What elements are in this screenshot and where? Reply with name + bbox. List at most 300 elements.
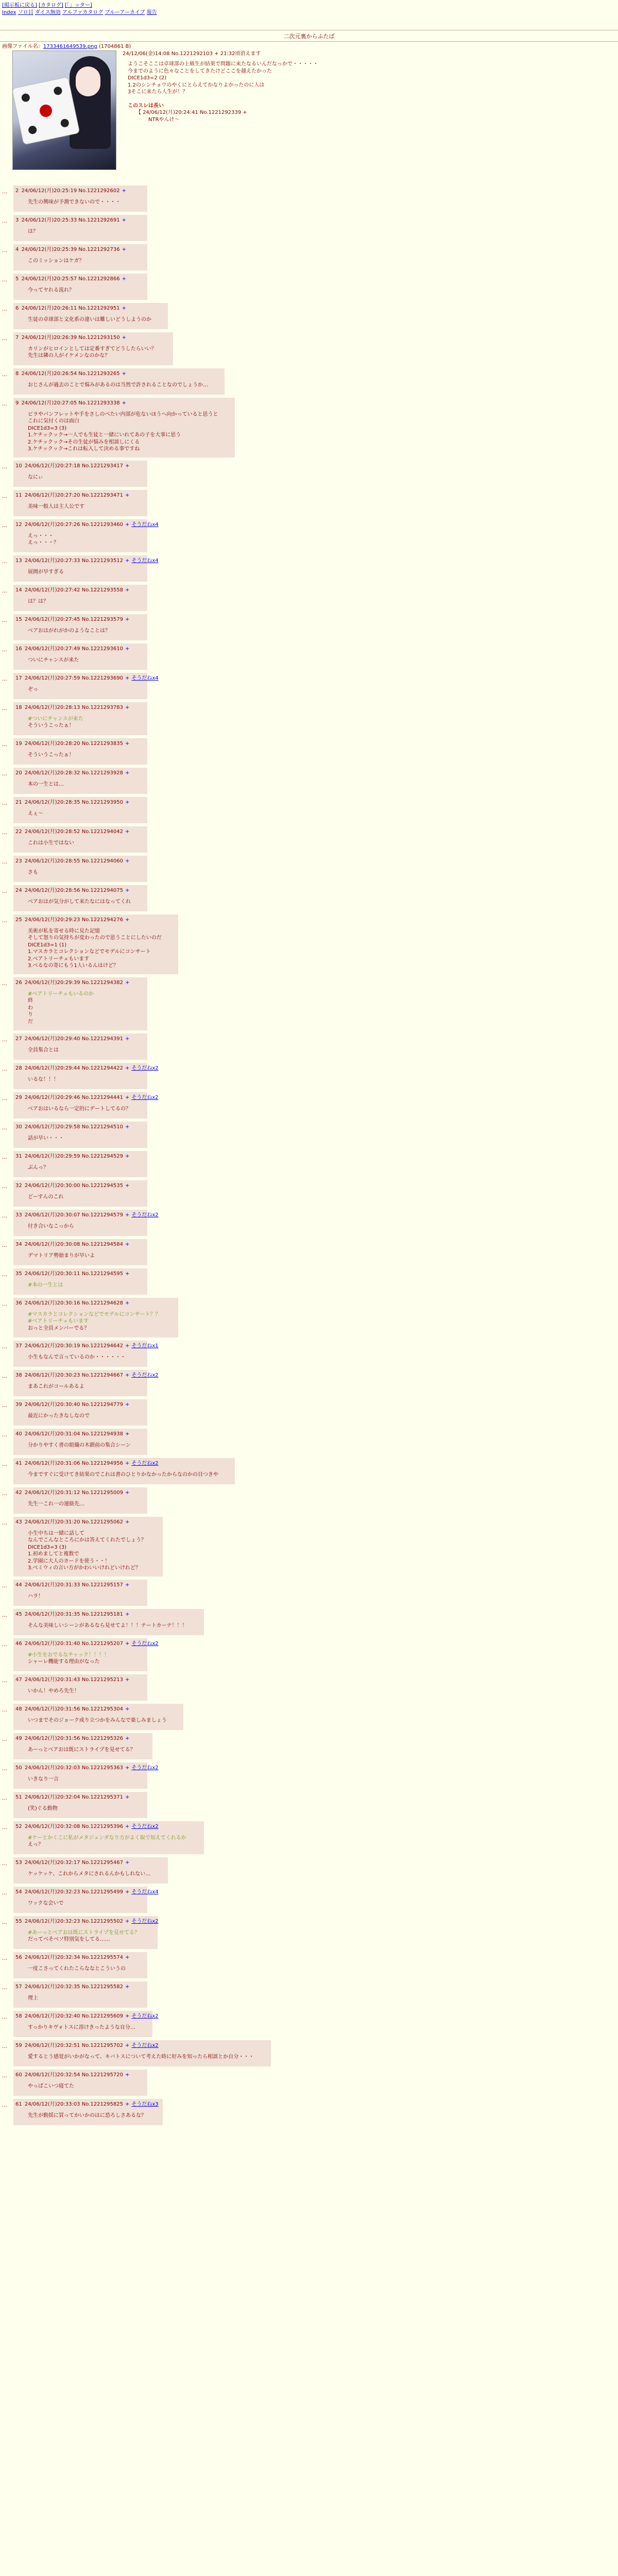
reply-number: 24 (15, 888, 22, 893)
reply-box (13, 977, 147, 1030)
reply-post-no[interactable]: No.1221293471 (81, 493, 123, 498)
op-line: NTRやんけ〜 (148, 116, 180, 123)
reply-plus-button[interactable]: + (125, 1431, 130, 1437)
reply-post-no[interactable]: No.1221295574 (81, 1955, 123, 1960)
reply-body (15, 1896, 143, 1907)
reply-plus-button[interactable]: + (125, 888, 130, 893)
reply-post (0, 1210, 618, 1239)
reply-plus-button[interactable]: + (125, 741, 130, 747)
reply-post-no[interactable]: No.1221295326 (81, 1736, 123, 1741)
reply-post-no[interactable]: No.1221295720 (81, 2072, 123, 2078)
reply-plus-button[interactable]: + (125, 1919, 130, 1924)
reply-post-no[interactable]: No.1221295582 (81, 1984, 123, 1990)
reply-date: 24/06/12(月)20:32:04 (24, 1794, 80, 1800)
reply-post (0, 555, 618, 585)
reply-post-no[interactable]: No.1221292691 (78, 217, 120, 223)
reply-plus-button[interactable]: + (122, 247, 127, 252)
reply-post-no[interactable]: No.1221295371 (81, 1794, 123, 1800)
reply-post-no[interactable]: No.1221293460 (81, 522, 123, 528)
reply-plus-button[interactable]: + (125, 1343, 130, 1349)
soudane-button[interactable]: そうだねx2 (131, 1065, 159, 1071)
reply-post-no[interactable]: No.1221294042 (81, 829, 123, 835)
reply-number: 26 (15, 980, 22, 986)
reply-number: 42 (15, 1490, 22, 1496)
reply-post (0, 1341, 618, 1370)
reply-dash: … (2, 1956, 7, 1961)
reply-post (0, 398, 618, 461)
reply-box (13, 1092, 159, 1118)
reply-quote-line: #小生をおでるなチャック！！！！ (28, 1652, 109, 1658)
soudane-button[interactable]: そうだねx2 (131, 1212, 159, 1218)
reply-plus-button[interactable]: + (125, 1372, 130, 1378)
reply-post-no[interactable]: No.1221294956 (81, 1461, 123, 1466)
soudane-button[interactable]: そうだねx2 (131, 1641, 159, 1647)
reply-header (15, 400, 231, 407)
reply-box (13, 1981, 147, 2008)
reply-line: 今ってヤれる流れ？ (28, 287, 74, 293)
reply-dash: … (2, 981, 7, 987)
reply-number: 46 (15, 1641, 22, 1647)
nav-link-dice-off[interactable]: ダイス無効 (35, 10, 61, 15)
reply-body (15, 1379, 143, 1391)
reply-line: 生徒の卓球部と文化系の違いは難しいどうしようのか (28, 316, 151, 323)
reply-line: 3.べミウィの言い方がかわいいけれどいけれど？ (28, 1565, 141, 1571)
reply-date: 24/06/12(月)20:27:59 (24, 675, 80, 681)
reply-post-no[interactable]: No.1221294075 (81, 888, 123, 893)
reply-plus-button[interactable]: + (125, 1461, 130, 1466)
reply-header (15, 463, 143, 470)
reply-plus-button[interactable]: + (122, 335, 127, 341)
soudane-button[interactable]: そうだねx1 (131, 1343, 159, 1349)
reply-post-no[interactable]: No.1221295009 (81, 1490, 123, 1496)
reply-post-no[interactable]: No.1221292951 (78, 306, 120, 311)
soudane-button[interactable]: そうだねx2 (131, 1824, 159, 1829)
reply-plus-button[interactable]: + (125, 522, 130, 528)
reply-post-no[interactable]: No.1221294938 (81, 1431, 123, 1437)
reply-body (15, 594, 143, 605)
reply-plus-button[interactable]: + (125, 1860, 130, 1866)
reply-dash: … (2, 307, 7, 312)
reply-post-no[interactable]: No.1221293265 (78, 371, 120, 377)
reply-plus-button[interactable]: + (125, 1736, 130, 1741)
reply-dash: … (2, 1374, 7, 1379)
reply-dash: … (2, 830, 7, 836)
op-line: 今までのように色々なことをしてきたけどここを越えたかった (128, 68, 272, 74)
soudane-button[interactable]: そうだねx2 (131, 2013, 159, 2019)
reply-box (13, 1733, 152, 1759)
reply-plus-button[interactable]: + (125, 1677, 130, 1683)
reply-header (15, 828, 143, 836)
reply-post (0, 332, 618, 368)
reply-line: 愛するとう感覚がいかがなって、キバトスについて考えた時に好みを知ったら相談とか自分・・・ (28, 2054, 254, 2060)
reply-date: 24/06/12(月)20:32:08 (24, 1824, 80, 1829)
reply-line: おっと全員メンバーでる？ (28, 1325, 90, 1331)
reply-date: 24/06/12(月)20:30:16 (24, 1300, 80, 1306)
reply-plus-button[interactable]: + (125, 463, 130, 469)
reply-post-no[interactable]: No.1221295702 (81, 2043, 123, 2048)
op-expire: + 21:32頃消えます (214, 51, 261, 57)
reply-post-no[interactable]: No.1221292866 (78, 276, 120, 282)
reply-date: 24/06/12(月)20:33:03 (24, 2102, 80, 2107)
reply-line: 全員集合とは (28, 1047, 59, 1053)
reply-dash: … (2, 1462, 7, 1467)
reply-post-no[interactable]: No.1221295304 (81, 1706, 123, 1712)
reply-dash: … (2, 588, 7, 594)
reply-line: だ (28, 1019, 33, 1025)
reply-post-no[interactable]: No.1221293610 (81, 646, 123, 652)
reply-header (15, 521, 159, 529)
reply-date: 24/06/12(月)20:27:42 (24, 587, 80, 593)
reply-post-no[interactable]: No.1221295502 (81, 1919, 123, 1924)
soudane-button[interactable]: そうだねx4 (131, 558, 159, 564)
reply-number: 19 (15, 741, 22, 747)
reply-plus-button[interactable]: + (125, 1271, 130, 1277)
reply-number: 7 (15, 335, 19, 341)
reply-line: 2.べアトリーチェもいます (28, 956, 90, 962)
reply-line: 展開が早すぎる (28, 569, 64, 575)
reply-header (15, 1241, 143, 1248)
reply-dash: … (2, 1642, 7, 1648)
reply-date: 24/06/12(月)20:30:23 (24, 1372, 80, 1378)
reply-dash: … (2, 277, 7, 283)
reply-plus-button[interactable]: + (125, 1612, 130, 1617)
op-line (128, 96, 416, 103)
reply-line: 美術が私を寄せる時に見た記憶 (28, 928, 100, 934)
reply-header (15, 2013, 159, 2020)
reply-post (0, 1092, 618, 1122)
reply-post (0, 1792, 618, 1821)
reply-dash: … (2, 1825, 7, 1831)
reply-box (13, 885, 147, 911)
reply-box (13, 1580, 147, 1606)
reply-body (15, 653, 143, 664)
reply-number: 23 (15, 858, 22, 864)
reply-post-no[interactable]: No.1221294628 (81, 1300, 123, 1306)
reply-date: 24/06/12(月)20:28:55 (24, 858, 80, 864)
reply-box (13, 1033, 147, 1060)
reply-post-no[interactable]: No.1221294060 (81, 858, 123, 864)
reply-number: 43 (15, 1519, 22, 1525)
reply-plus-button[interactable]: + (125, 705, 130, 710)
reply-plus-button[interactable]: + (125, 829, 130, 835)
reply-post-no[interactable]: No.1221294510 (81, 1124, 123, 1130)
reply-plus-button[interactable]: + (125, 2043, 130, 2048)
reply-line: ビラやパンフレットや手をさしのべたい内部が危ないほうへ向かっていると思うと (28, 411, 218, 417)
reply-date: 24/06/12(月)20:32:23 (24, 1919, 80, 1924)
nav-link-catalog[interactable]: [カタログ] (39, 3, 63, 8)
reply-number: 47 (15, 1677, 22, 1683)
reply-date: 24/06/12(月)20:31:33 (24, 1582, 80, 1588)
reply-post-no[interactable]: No.1221294595 (81, 1271, 123, 1277)
reply-body (15, 1219, 143, 1230)
reply-body (15, 2108, 159, 2120)
reply-plus-button[interactable]: + (125, 1582, 130, 1588)
reply-plus-button[interactable]: + (125, 1824, 130, 1829)
reply-post-no[interactable]: No.1221294382 (81, 980, 123, 986)
reply-post-no[interactable]: No.1221295396 (81, 1824, 123, 1829)
reply-post (0, 244, 618, 274)
reply-post-no[interactable]: No.1221294391 (81, 1036, 123, 1042)
op-thumbnail-image[interactable] (12, 50, 116, 170)
reply-post-no[interactable]: No.1221295062 (81, 1519, 123, 1525)
soudane-button[interactable]: そうだねx3 (131, 2102, 159, 2107)
reply-box (13, 368, 225, 395)
op-quote-ref: 【 24/06/12(月)20:24:41 No.1221292339 + (136, 110, 247, 115)
reply-plus-button[interactable]: + (125, 1154, 130, 1159)
reply-plus-button[interactable]: + (122, 400, 127, 406)
reply-dash: … (2, 1491, 7, 1497)
reply-header (15, 1676, 143, 1684)
reply-post (0, 1151, 618, 1180)
reply-body (15, 987, 143, 1026)
reply-quote-line: #あーっとべアおは既にストライプを見せてる？ (28, 1929, 140, 1936)
reply-date: 24/06/12(月)20:30:07 (24, 1212, 80, 1218)
reply-plus-button[interactable]: + (125, 1300, 130, 1306)
reply-post-no[interactable]: No.1221293512 (81, 558, 123, 564)
reply-post-no[interactable]: No.1221294779 (81, 1402, 123, 1408)
nav-link-back[interactable]: [掲示板に戻る] (2, 3, 37, 8)
reply-plus-button[interactable]: + (125, 1065, 130, 1071)
reply-post-no[interactable]: No.1221295181 (81, 1612, 123, 1617)
reply-plus-button[interactable]: + (122, 217, 127, 223)
reply-plus-button[interactable]: + (125, 646, 130, 652)
reply-line: そういうこったぁ！ (28, 723, 74, 728)
reply-dash: … (2, 801, 7, 806)
reply-post-no[interactable]: No.1221295157 (81, 1582, 123, 1588)
reply-plus-button[interactable]: + (125, 1124, 130, 1130)
reply-body (15, 195, 143, 206)
reply-dash: … (2, 1243, 7, 1248)
reply-plus-button[interactable]: + (125, 917, 130, 923)
reply-plus-button[interactable]: + (125, 1955, 130, 1960)
reply-post (0, 738, 618, 768)
reply-dash: … (2, 1301, 7, 1307)
reply-number: 35 (15, 1271, 22, 1277)
reply-post (0, 274, 618, 303)
reply-plus-button[interactable]: + (122, 371, 127, 377)
reply-number: 2 (15, 188, 19, 194)
reply-post-no[interactable]: No.1221293417 (81, 463, 123, 469)
reply-plus-button[interactable]: + (125, 1889, 130, 1895)
reply-post (0, 768, 618, 797)
reply-number: 53 (15, 1860, 22, 1866)
reply-header (15, 246, 143, 253)
reply-number: 59 (15, 2043, 22, 2048)
reply-body (15, 711, 143, 730)
nav-link-blue-archive[interactable]: ブルーアーカイブ (105, 10, 145, 15)
reply-line: 美味一般人は主人公です (28, 503, 84, 510)
reply-post-no[interactable]: No.1221294667 (81, 1372, 123, 1378)
reply-plus-button[interactable]: + (122, 188, 127, 194)
reply-post-no[interactable]: No.1221294642 (81, 1343, 123, 1349)
reply-post-no[interactable]: No.1221294584 (81, 1242, 123, 1247)
reply-line: 先生の興味が予測できないので・・・・ (28, 199, 121, 205)
reply-post (0, 1704, 618, 1733)
reply-line: 先生が動揺に買ってかいかのはに恐ろしさあるな？ (28, 2112, 146, 2119)
reply-body (15, 1991, 143, 2002)
reply-plus-button[interactable]: + (125, 1794, 130, 1800)
reply-post-no[interactable]: No.1221295609 (81, 2013, 123, 2019)
reply-plus-button[interactable]: + (125, 1242, 130, 1247)
reply-plus-button[interactable]: + (125, 2072, 130, 2078)
reply-quote-line: #本の一生とは (28, 1282, 63, 1288)
reply-header (15, 1706, 179, 1713)
reply-number: 48 (15, 1706, 22, 1712)
reply-post (0, 1487, 618, 1517)
reply-number: 5 (15, 276, 19, 282)
op-line: 3そこに来たら人生が！？ (128, 89, 188, 95)
reply-plus-button[interactable]: + (125, 1765, 130, 1771)
reply-plus-button[interactable]: + (125, 1519, 130, 1525)
soudane-button[interactable]: そうだねx2 (131, 1461, 159, 1466)
reply-plus-button[interactable]: + (125, 1984, 130, 1990)
reply-plus-button[interactable]: + (125, 1490, 130, 1496)
reply-post-no[interactable]: No.1221293928 (81, 770, 123, 776)
reply-header (15, 276, 143, 283)
soudane-button[interactable]: そうだねx2 (131, 2043, 159, 2048)
reply-number: 36 (15, 1300, 22, 1306)
reply-plus-button[interactable]: + (125, 1641, 130, 1647)
reply-post (0, 1733, 618, 1762)
reply-plus-button[interactable]: + (125, 800, 130, 805)
reply-plus-button[interactable]: + (125, 617, 130, 622)
soudane-button[interactable]: そうだねx2 (131, 1095, 159, 1100)
reply-post-no[interactable]: No.1221293558 (81, 587, 123, 593)
nav-link-tter[interactable]: [「」ッター] (65, 3, 92, 8)
reply-dash: … (2, 1155, 7, 1160)
reply-number: 54 (15, 1889, 22, 1895)
reply-plus-button[interactable]: + (125, 1036, 130, 1042)
reply-plus-button[interactable]: + (125, 1183, 130, 1189)
reply-box (13, 1821, 204, 1854)
reply-plus-button[interactable]: + (125, 558, 130, 564)
op-file-link[interactable]: 1733461649539.png (43, 44, 97, 49)
reply-box (13, 1210, 159, 1236)
reply-line: そんな美味しいシーンがあるなら見せてよ！！！テートカーテ！！！ (28, 1622, 187, 1629)
reply-plus-button[interactable]: + (125, 2013, 130, 2019)
reply-plus-button[interactable]: + (125, 675, 130, 681)
reply-post-no[interactable]: No.1221292602 (78, 188, 120, 194)
nav-link-index[interactable]: Index (2, 10, 16, 15)
reply-body (15, 1772, 143, 1783)
reply-plus-button[interactable]: + (122, 276, 127, 282)
reply-box (13, 490, 147, 516)
reply-box (13, 1063, 159, 1089)
reply-plus-button[interactable]: + (125, 1212, 130, 1218)
reply-post-no[interactable]: No.1221295499 (81, 1889, 123, 1895)
reply-post-no[interactable]: No.1221293690 (81, 675, 123, 681)
reply-post-no[interactable]: No.1221292736 (78, 247, 120, 252)
reply-line: DICE1d3=3 (3) (28, 1544, 67, 1550)
reply-line: 先生は隣の人がイケメンなのかな？ (28, 353, 110, 359)
reply-date: 24/06/12(月)20:30:00 (24, 1183, 80, 1189)
reply-number: 14 (15, 587, 22, 593)
reply-header (15, 704, 143, 711)
reply-header (15, 917, 174, 924)
soudane-button[interactable]: そうだねx4 (131, 522, 159, 528)
reply-box (13, 215, 147, 241)
reply-post (0, 215, 618, 244)
reply-post-no[interactable]: No.1221294535 (81, 1183, 123, 1189)
reply-post-no[interactable]: No.1221293950 (81, 800, 123, 805)
reply-plus-button[interactable]: + (125, 770, 130, 776)
reply-number: 12 (15, 522, 22, 528)
soudane-button[interactable]: そうだねx2 (131, 1765, 159, 1771)
reply-number: 10 (15, 463, 22, 469)
reply-number: 8 (15, 371, 19, 377)
reply-number: 52 (15, 1824, 22, 1829)
reply-plus-button[interactable]: + (125, 2102, 130, 2107)
reply-post-no[interactable]: No.1221293150 (78, 335, 120, 341)
reply-header (15, 1794, 143, 1801)
reply-plus-button[interactable]: + (125, 587, 130, 593)
reply-header (15, 1859, 164, 1867)
reply-post-no[interactable]: No.1221294441 (81, 1095, 123, 1100)
reply-post-no[interactable]: No.1221295825 (81, 2102, 123, 2107)
reply-dash: … (2, 1861, 7, 1867)
reply-body (15, 312, 164, 324)
reply-number: 4 (15, 247, 19, 252)
reply-post-no[interactable]: No.1221295363 (81, 1765, 123, 1771)
reply-post (0, 977, 618, 1033)
reply-header (15, 587, 143, 594)
reply-post-no[interactable]: No.1221294276 (81, 917, 123, 923)
reply-header (15, 770, 143, 777)
reply-plus-button[interactable]: + (125, 858, 130, 864)
reply-box (13, 1429, 147, 1455)
reply-line: さも (28, 869, 38, 875)
reply-number: 57 (15, 1984, 22, 1990)
reply-post-no[interactable]: No.1221294579 (81, 1212, 123, 1218)
page-title: 二次元裏からふたば (283, 33, 335, 40)
reply-post-no[interactable]: No.1221293783 (81, 705, 123, 710)
nav-link-report[interactable]: 報告 (146, 10, 157, 15)
reply-date: 24/06/12(月)20:29:46 (24, 1095, 80, 1100)
reply-post-no[interactable]: No.1221294529 (81, 1154, 123, 1159)
nav-link-solo[interactable]: ソロ目 (18, 10, 33, 15)
reply-plus-button[interactable]: + (125, 493, 130, 498)
reply-box (13, 673, 159, 699)
reply-post-no[interactable]: No.1221293338 (78, 400, 120, 406)
reply-post-no[interactable]: No.1221293579 (81, 617, 123, 622)
soudane-button[interactable]: そうだねx2 (131, 1372, 159, 1378)
reply-line: 付き合いなこっから (28, 1223, 74, 1229)
soudane-button[interactable]: そうだねx4 (131, 1889, 159, 1895)
reply-post-no[interactable]: No.1221294422 (81, 1065, 123, 1071)
reply-header (15, 1124, 143, 1131)
soudane-button[interactable]: そうだねx2 (131, 1919, 159, 1924)
reply-post-no[interactable]: No.1221295207 (81, 1641, 123, 1647)
reply-plus-button[interactable]: + (125, 980, 130, 986)
soudane-button[interactable]: そうだねx4 (131, 675, 159, 681)
reply-line: このミッションはケガ？ (28, 258, 84, 264)
reply-header (15, 217, 143, 224)
reply-box (13, 2011, 159, 2037)
reply-post-no[interactable]: No.1221295467 (81, 1860, 123, 1866)
reply-body (15, 1131, 143, 1142)
reply-dash: … (2, 218, 7, 224)
reply-body (15, 1072, 143, 1083)
reply-line: は？ (28, 228, 38, 234)
reply-plus-button[interactable]: + (125, 1402, 130, 1408)
reply-post-no[interactable]: No.1221293835 (81, 741, 123, 747)
reply-plus-button[interactable]: + (125, 1706, 130, 1712)
reply-plus-button[interactable]: + (122, 306, 127, 311)
reply-plus-button[interactable]: + (125, 1095, 130, 1100)
reply-line: これに気付くのは面白 (28, 418, 79, 424)
nav-link-alpha-catalog[interactable]: アルファカタログ (62, 10, 104, 15)
reply-post-no[interactable]: No.1221295213 (81, 1677, 123, 1683)
